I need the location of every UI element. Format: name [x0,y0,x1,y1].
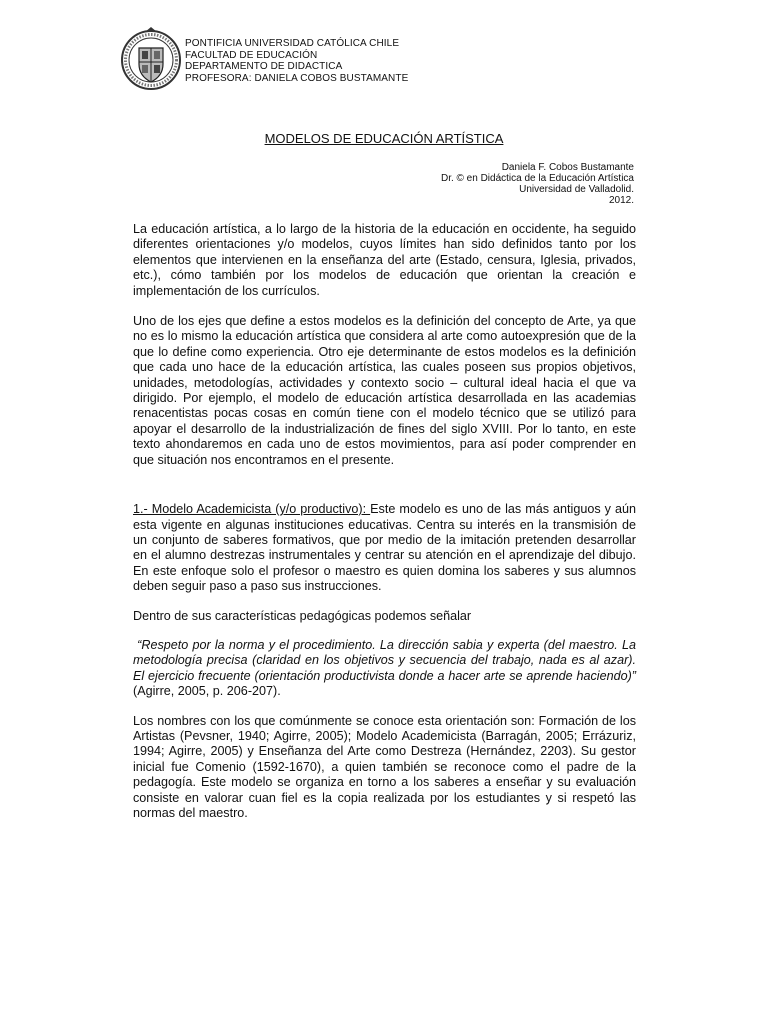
header-line-faculty: FACULTAD DE EDUCACIÓN [185,49,318,61]
paragraph-names: Los nombres con los que comúnmente se conoce esta orientación son: Formación de los Artistas (Pevsner, 1940; Agirre, 2005); Modelo Academicista (Barragán, 2005; Errázuriz, 1994; Agirre, 2005) y Enseñanza del Arte como Destreza (Hernández, 2203). Su gestor inicial fue Comenio (1592-1670), a quien también se reconoce como el padre de la pedagogía. Este modelo se organiza en torno a los saberes a enseñar y su evaluación consiste en valorar cuan fiel es la copia realizada por los estudiantes y si respetó las normas del maestro. [133,713,636,820]
author-block [441,162,634,206]
author-degree: Dr. © en Didáctica de la Educación Artística [440,173,634,184]
author-name: Daniela F. Cobos Bustamante [501,162,634,173]
document-body [133,222,636,821]
quote-text: “Respeto por la norma y el procedimiento. La dirección sabia y experta (del maestro. La metodología precisa (claridad en los objetivos y secuencia del trabajo, nada es al azar). El ejercicio frecuente (orientación productivista donde a hacer arte se aprende haciendo)” [133,637,636,683]
academicist-description: Este modelo es uno de las más antiguos y aún esta vigente en algunas instituciones educativas. Centra su interés en la transmisión de un conjunto de saberes formativos, que por medio de la imitación pretenden desarrollar en el alumno destrezas instrumentales y centrar su atención en el aprendizaje del dibujo. En este enfoque solo el profesor o maestro es quien domina los saberes y sus alumnos deben seguir paso a paso sus instrucciones. [133,502,636,594]
paragraph-axes: Uno de los ejes que define a estos modelos es la definición del concepto de Arte, ya que no es lo mismo la educación artística que considera al arte como autoexpresión que de la que lo define como experiencia. Otro eje determinante de estos modelos es la definición que cada uno hace de la educación artística, las cuales poseen sus propios objetivos, unidades, metodologías, actividades y contexto socio – cultural ideal hacia el que va dirigido. Por ejemplo, el modelo de educación artística desarrollada en las academias renacentistas pocas cosas en común tiene con el modelo técnico que se utilizó para apoyar el desarrollo de la industrialización de fines del siglo XVIII. Por lo tanto, en este texto ahondaremos en cada uno de estos movimientos, para así poder comprender en que situación nos encontramos en el presente. [133,314,636,467]
header-line-professor: PROFESORA: DANIELA COBOS BUSTAMANTE [185,72,409,84]
title-text: MODELOS DE EDUCACIÓN ARTÍSTICA [264,131,504,146]
header-line-university: PONTIFICIA UNIVERSIDAD CATÓLICA CHILE [185,38,400,49]
institution-header [185,38,408,84]
paragraph-academicist-model [133,502,636,594]
university-seal-icon [120,26,182,94]
paragraph-quote [133,638,636,700]
quote-citation: (Agirre, 2005, p. 206-207). [133,684,281,699]
author-university: Universidad de Valladolid. [519,184,634,195]
header-line-department: DEPARTAMENTO DE DIDACTICA [185,61,343,72]
author-year: 2012. [608,195,634,206]
paragraph-characteristics-intro: Dentro de sus características pedagógicas podemos señalar [133,608,472,623]
document-title [0,131,768,146]
paragraph-intro: La educación artística, a lo largo de la historia de la educación en occidente, ha seguido diferentes orientaciones y/o modelos, cuyos límites han sido definidos tanto por los elementos que intervienen en la enseñanza del arte (Estado, censura, Iglesia, privados, etc.), cómo también por los modelos de educación que orientan la creación e implementación de los currículos. [133,222,636,298]
section-heading-academicist: 1.- Modelo Academicista (y/o productivo): [133,502,371,517]
